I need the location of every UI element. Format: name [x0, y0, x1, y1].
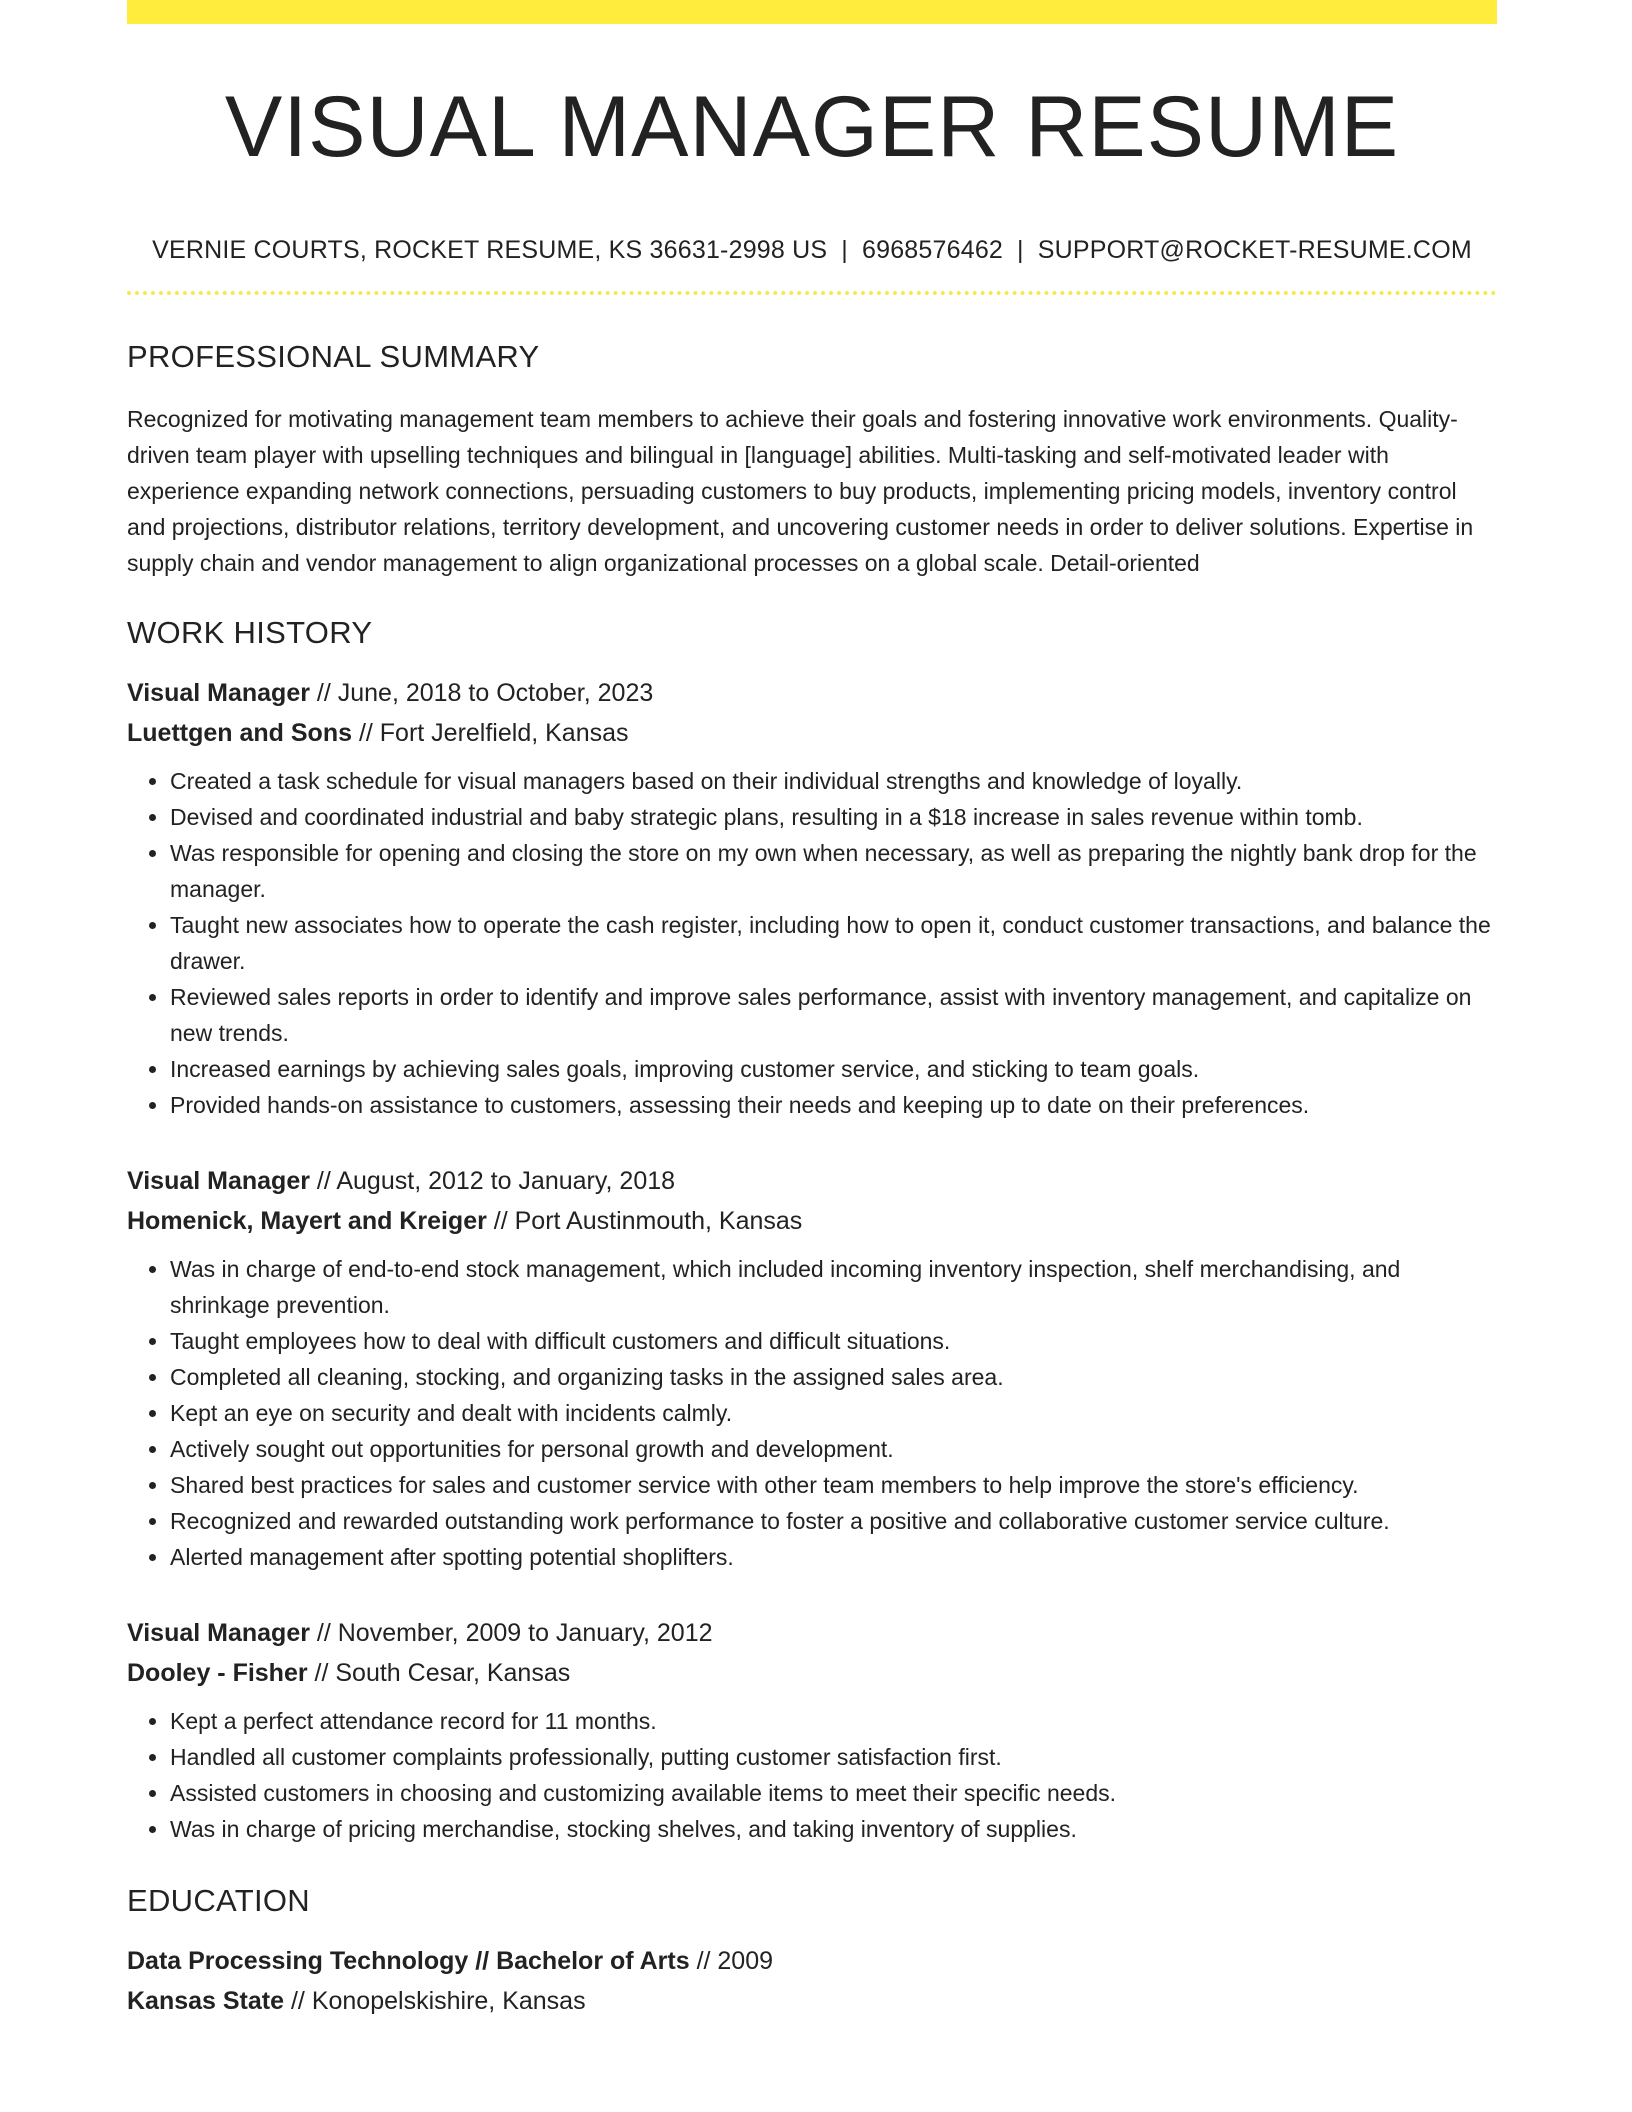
work-history-heading: WORK HISTORY [127, 615, 373, 650]
job-title-line [127, 673, 1497, 713]
job-bullet: • Kept an eye on security and dealt with incidents calmly. [170, 1395, 1497, 1431]
job-bullet: • Was in charge of pricing merchandise, stocking shelves, and taking inventory of supplies. [170, 1811, 1497, 1847]
education-year: // 2009 [689, 1947, 774, 1975]
job-location: // Fort Jerelfield, Kansas [352, 719, 629, 747]
education-school: Kansas State [127, 1987, 285, 2015]
job-location: // Port Austinmouth, Kansas [486, 1207, 803, 1235]
contact-phone[interactable]: 6968576462 [861, 236, 1004, 264]
job-bullet: • Actively sought out opportunities for personal growth and development. [170, 1431, 1497, 1467]
job-dates: // November, 2009 to January, 2012 [309, 1619, 713, 1647]
job-bullet: • Created a task schedule for visual managers based on their individual strengths and knowledge of loyally. [170, 763, 1497, 799]
contact-line [127, 236, 1497, 265]
job-bullet-list [127, 763, 1497, 1123]
education-heading: EDUCATION [127, 1883, 310, 1918]
job-bullet: • Completed all cleaning, stocking, and organizing tasks in the assigned sales area. [170, 1359, 1497, 1395]
resume-page [127, 0, 1497, 2021]
job-bullet-list [127, 1251, 1497, 1575]
top-accent-bar [127, 0, 1497, 24]
job-location: // South Cesar, Kansas [307, 1659, 571, 1687]
job-company: Dooley - Fisher [127, 1659, 308, 1687]
job-title-line [127, 1161, 1497, 1201]
job-bullet: • Alerted management after spotting potential shoplifters. [170, 1539, 1497, 1575]
job-position: Visual Manager [127, 679, 310, 707]
job-company: Homenick, Mayert and Kreiger [127, 1207, 487, 1235]
education-entry [127, 1941, 1497, 2021]
contact-email[interactable]: SUPPORT@ROCKET-RESUME.COM [1037, 236, 1472, 264]
job-position: Visual Manager [127, 1167, 310, 1195]
education-degree: Data Processing Technology // Bachelor of Arts [127, 1947, 690, 1975]
summary-heading: PROFESSIONAL SUMMARY [127, 339, 540, 374]
job-entry [127, 673, 1497, 1123]
job-entry [127, 1613, 1497, 1847]
job-bullet: • Handled all customer complaints professionally, putting customer satisfaction first. [170, 1739, 1497, 1775]
job-position: Visual Manager [127, 1619, 310, 1647]
contact-address: VERNIE COURTS, ROCKET RESUME, KS 36631-2998 US [152, 236, 828, 264]
job-title-line [127, 1613, 1497, 1653]
job-entry [127, 1161, 1497, 1575]
contact-separator: | [1017, 236, 1024, 264]
job-dates: // August, 2012 to January, 2018 [309, 1167, 676, 1195]
education-school-line [127, 1981, 1497, 2021]
job-company: Luettgen and Sons [127, 719, 352, 747]
job-bullet: • Assisted customers in choosing and customizing available items to meet their specific needs. [170, 1775, 1497, 1811]
job-bullet: • Shared best practices for sales and customer service with other team members to help improve the store's efficiency. [170, 1467, 1497, 1503]
job-bullet: • Taught new associates how to operate the cash register, including how to open it, conduct customer transactions, and balance the drawer. [170, 907, 1497, 979]
resume-title: VISUAL MANAGER RESUME [224, 79, 1400, 175]
job-bullet-list [127, 1703, 1497, 1847]
job-bullet: • Provided hands-on assistance to customers, assessing their needs and keeping up to date on their preferences. [170, 1087, 1497, 1123]
job-bullet: • Reviewed sales reports in order to identify and improve sales performance, assist with inventory management, and capitalize on new trends. [170, 979, 1497, 1051]
education-degree-line [127, 1941, 1497, 1981]
contact-separator: | [841, 236, 848, 264]
job-company-line [127, 1201, 1497, 1241]
job-bullet: • Increased earnings by achieving sales goals, improving customer service, and sticking to team goals. [170, 1051, 1497, 1087]
job-company-line [127, 1653, 1497, 1693]
job-bullet: • Was in charge of end-to-end stock management, which included incoming inventory inspection, shelf merchandising, and shrinkage prevention. [170, 1251, 1497, 1323]
job-bullet: • Was responsible for opening and closing the store on my own when necessary, as well as preparing the nightly bank drop for the manager. [170, 835, 1497, 907]
summary-text: Recognized for motivating management team members to achieve their goals and fostering innovative work environments. Quality-driven team player with upselling techniques and bilingual in [language] abilities. Multi-tasking and self-motivated leader with experience expanding network connections, persuading customers to buy products, implementing pricing models, inventory control and projections, distributor relations, territory development, and uncovering customer needs in order to deliver solutions. Expertise in supply chain and vendor management to align organizational processes on a global scale. Detail-oriented [127, 406, 1474, 576]
job-bullet: • Devised and coordinated industrial and baby strategic plans, resulting in a $18 increase in sales revenue within tomb. [170, 799, 1497, 835]
job-dates: // June, 2018 to October, 2023 [309, 679, 654, 707]
education-location: // Konopelskishire, Kansas [284, 1987, 586, 2015]
job-bullet: • Kept a perfect attendance record for 11 months. [170, 1703, 1497, 1739]
job-company-line [127, 713, 1497, 753]
job-bullet: • Taught employees how to deal with difficult customers and difficult situations. [170, 1323, 1497, 1359]
dotted-divider [127, 291, 1497, 295]
job-bullet: • Recognized and rewarded outstanding work performance to foster a positive and collaborative customer service culture. [170, 1503, 1497, 1539]
